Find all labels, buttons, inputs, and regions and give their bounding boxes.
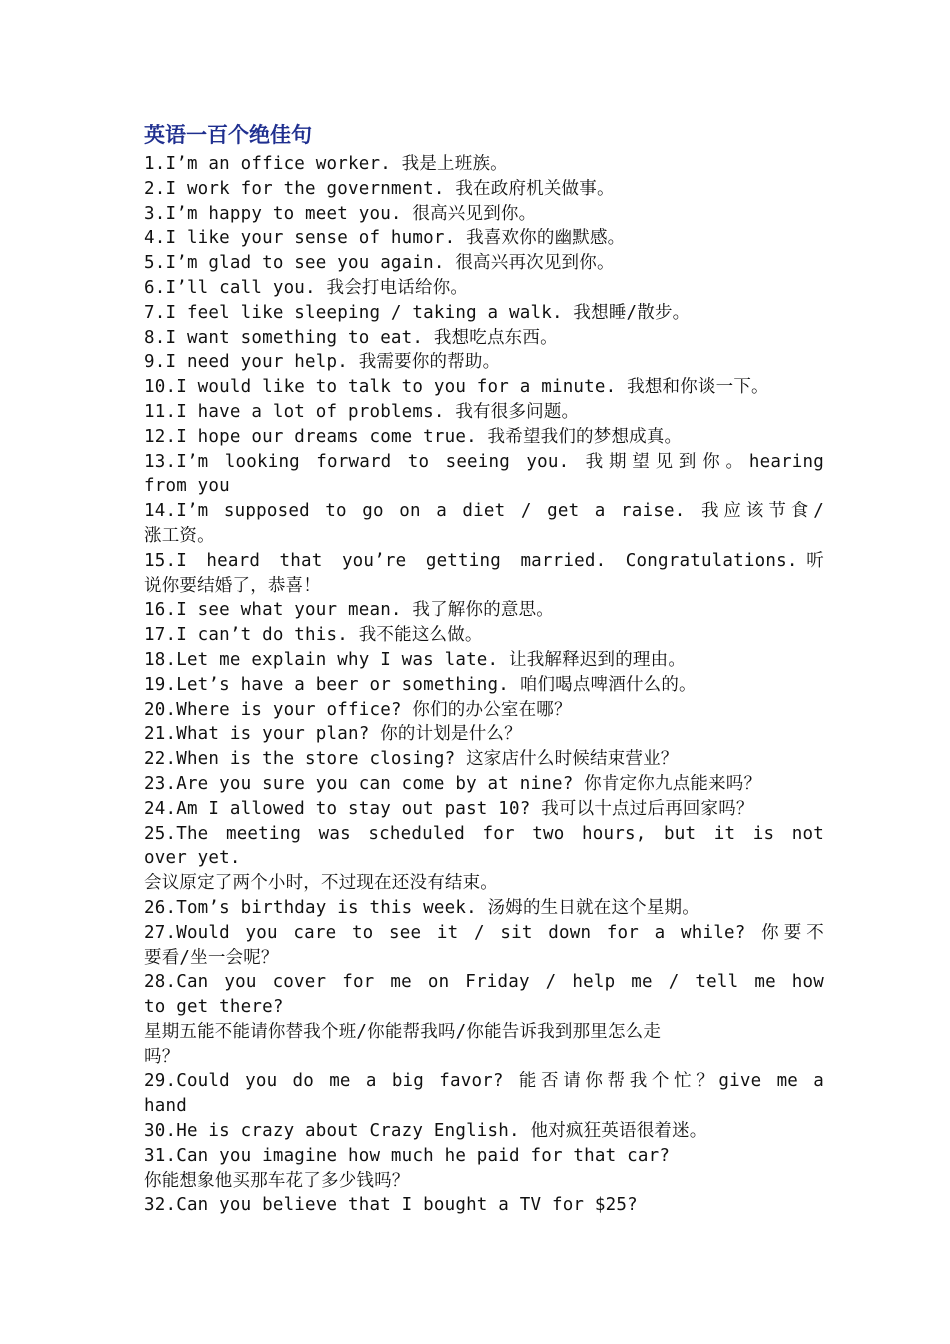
text-line: 4.I like your sense of humor. 我喜欢你的幽默感。 <box>144 228 626 249</box>
text-line: 5.I’m glad to see you again. 很高兴再次见到你。 <box>144 253 615 274</box>
text-line: 8.I want something to eat. 我想吃点东西。 <box>144 327 558 348</box>
text-line: 7.I feel like sleeping / taking a walk. 我想睡/散步。 <box>144 302 691 323</box>
text-line: 14.I’m supposed to go on a diet / get a raise. 我应该节食/ <box>144 501 824 522</box>
text-line: 会议原定了两个小时，不过现在还没有结束。 <box>144 873 498 894</box>
text-line: 32.Can you believe that I bought a TV for $25? <box>144 1195 638 1216</box>
text-line: 6.I’ll call you. 我会打电话给你。 <box>144 277 469 298</box>
text-line: 21.What is your plan? 你的计划是什么？ <box>144 724 522 745</box>
text-line: 20.Where is your office? 你们的办公室在哪？ <box>144 699 572 720</box>
text-line: hand <box>144 1096 187 1117</box>
text-line: from you <box>144 476 230 497</box>
text-line: 2.I work for the government. 我在政府机关做事。 <box>144 178 615 199</box>
text-line: 星期五能不能请你替我个班/你能帮我吗/你能告诉我到那里怎么走 <box>144 1021 662 1042</box>
text-line: 24.Am I allowed to stay out past 10? 我可以十点过后再回家吗？ <box>144 798 754 819</box>
text-line: 27.Would you care to see it / sit down for a while? 你要不 <box>144 922 824 943</box>
text-line: 你能想象他买那车花了多少钱吗？ <box>144 1170 410 1191</box>
text-line: 26.Tom’s birthday is this week. 汤姆的生日就在这个星期。 <box>144 897 700 918</box>
text-line: 3.I’m happy to meet you. 很高兴见到你。 <box>144 203 537 224</box>
text-line: 29.Could you do me a big favor? 能否请你帮我个忙？give me a <box>144 1071 824 1092</box>
text-line: 涨工资。 <box>144 525 215 546</box>
text-line: 10.I would like to talk to you for a minute. 我想和你谈一下。 <box>144 377 769 398</box>
text-line: 13.I’m looking forward to seeing you. 我期望见到你。hearing <box>144 451 824 472</box>
text-line: 说你要结婚了，恭喜！ <box>144 575 321 596</box>
text-line: 31.Can you imagine how much he paid for that car? <box>144 1145 671 1166</box>
sentence-list <box>144 152 824 1218</box>
text-line: 11.I have a lot of problems. 我有很多问题。 <box>144 401 580 422</box>
text-line: 9.I need your help. 我需要你的帮助。 <box>144 352 501 373</box>
text-line: to get there? <box>144 997 284 1018</box>
text-line: 25.The meeting was scheduled for two hours, but it is not <box>144 823 824 844</box>
text-line: 19.Let’s have a beer or something. 咱们喝点啤酒什么的。 <box>144 674 697 695</box>
text-line: 1.I’m an office worker. 我是上班族。 <box>144 154 508 174</box>
text-line: 18.Let me explain why I was late. 让我解释迟到的理由。 <box>144 649 687 670</box>
text-line: 吗？ <box>144 1046 180 1067</box>
text-line: 28.Can you cover for me on Friday / help me / tell me how <box>144 972 824 993</box>
document-page <box>144 118 824 1218</box>
text-line: 22.When is the store closing? 这家店什么时候结束营业？ <box>144 749 679 770</box>
text-line: 16.I see what your mean. 我了解你的意思。 <box>144 600 554 621</box>
text-line: 30.He is crazy about Crazy English. 他对疯狂英语很着迷。 <box>144 1121 708 1142</box>
text-line: 17.I can’t do this. 我不能这么做。 <box>144 625 483 646</box>
text-line: 15.I heard that you’re getting married. Congratulations.听 <box>144 550 824 571</box>
text-line: 要看/坐一会呢？ <box>144 947 279 968</box>
text-line: 23.Are you sure you can come by at nine? 你肯定你九点能来吗？ <box>144 773 762 794</box>
text-line: over yet. <box>144 848 241 869</box>
text-line: 12.I hope our dreams come true. 我希望我们的梦想成真。 <box>144 426 683 447</box>
document-title: 英语一百个绝佳句 <box>144 123 312 147</box>
